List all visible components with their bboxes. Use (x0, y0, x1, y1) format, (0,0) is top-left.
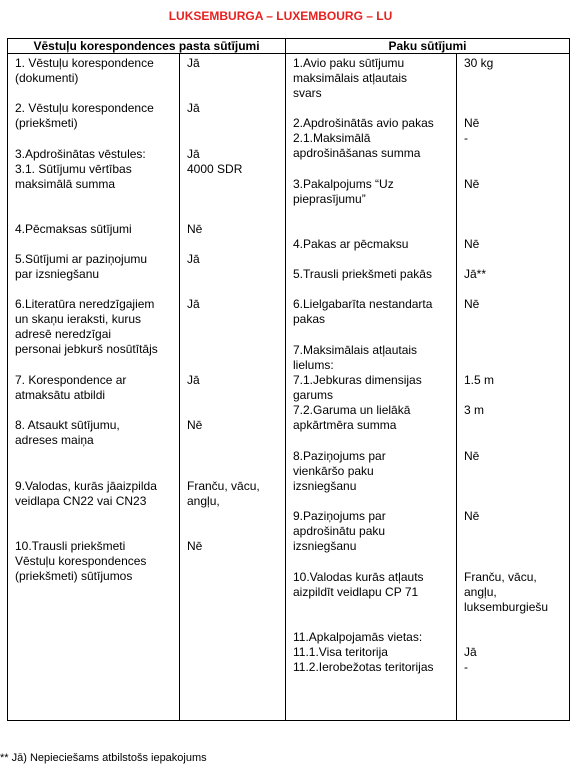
parcel-item-value-line (464, 630, 477, 645)
letter-item-label-6 (15, 297, 158, 357)
letter-label-column (8, 54, 180, 721)
letter-item-value-line: 4000 SDR (187, 162, 243, 176)
parcel-item-label-line: apdrošināšanas summa (293, 146, 421, 160)
parcel-item-label-line: 6.Lielgabarīta nestandarta (293, 297, 433, 311)
parcel-item-value-6 (464, 297, 479, 312)
parcel-item-label-line: pieprasījumu” (293, 192, 366, 206)
parcel-item-label-line: 1.Avio paku sūtījumu (293, 56, 405, 70)
parcel-item-label-line: 3.Pakalpojums “Uz (293, 177, 394, 191)
parcel-item-label-line: izsniegšanu (293, 479, 357, 493)
parcel-item-label-line: 11.Apkalpojamās vietas: (293, 630, 423, 644)
parcel-item-label-line: vienkāršo paku (293, 464, 374, 478)
parcel-item-value-line: - (464, 131, 468, 145)
parcel-item-value-line: Nē (464, 297, 480, 311)
letter-item-label-8 (15, 418, 120, 448)
letter-item-value-line: angļu, (187, 494, 220, 508)
parcel-item-label-4 (293, 237, 408, 252)
parcel-item-label-7 (293, 343, 422, 433)
parcel-item-value-line: Nē (464, 177, 480, 191)
parcel-item-label-line: aizpildīt veidlapu CP 71 (293, 585, 419, 599)
parcel-item-label-line: apdrošinātu paku (293, 524, 386, 538)
parcel-item-label-line: 10.Valodas kurās atļauts (293, 570, 424, 584)
parcel-item-label-2 (293, 116, 434, 161)
parcel-item-value-line: 30 kg (464, 56, 494, 70)
parcel-item-label-line: 2.1.Maksimālā (293, 131, 371, 145)
parcel-label-column (286, 54, 457, 721)
letter-item-label-line: 3.Apdrošinātas vēstules: (15, 147, 146, 161)
letter-item-label-line: 5.Sūtījumi ar paziņojumu (15, 252, 148, 266)
letter-item-value-line: Nē (187, 418, 203, 432)
parcel-item-value-1 (464, 56, 493, 71)
letter-item-value-line: Jā (187, 147, 200, 161)
services-table (7, 38, 570, 721)
letter-item-label-line: 1. Vēstuļu korespondence (15, 56, 154, 70)
letter-item-value-line: Jā (187, 252, 200, 266)
parcel-item-value-line: Franču, vācu, (464, 570, 537, 584)
parcel-item-label-6 (293, 297, 432, 327)
letter-item-label-line: adreses maiņa (15, 433, 94, 447)
letter-item-value-9 (187, 479, 260, 509)
parcel-item-value-line: Nē (464, 509, 480, 523)
parcel-item-label-line: apkārtmēra summa (293, 418, 397, 432)
letter-item-label-3 (15, 147, 146, 192)
letter-item-value-5 (187, 252, 200, 267)
parcel-item-value-line (464, 388, 494, 403)
parcel-item-value-4 (464, 237, 479, 252)
parcel-item-value-line: 3 m (464, 403, 485, 417)
parcel-item-label-line: 2.Apdrošinātās avio pakas (293, 116, 434, 130)
parcel-item-value-line: luksemburgiešu (464, 600, 549, 614)
parcel-item-label-11 (293, 630, 434, 675)
parcel-item-value-line (464, 343, 494, 358)
letter-item-label-line: atmaksātu atbildi (15, 388, 106, 402)
letter-item-value-line: Jā (187, 297, 200, 311)
letter-item-label-1 (15, 56, 154, 86)
letter-item-label-line: (dokumenti) (15, 71, 79, 85)
parcel-item-label-5 (293, 267, 432, 282)
letter-item-label-line: par izsniegšanu (15, 267, 100, 281)
parcel-item-label-8 (293, 449, 386, 494)
letter-item-label-9 (15, 479, 157, 509)
letter-header: Vēstuļu korespondences pasta sūtījumi (8, 39, 286, 54)
footnote: ** Jā) Nepieciešams atbilstošs iepakojums (0, 752, 207, 764)
parcel-item-label-line: 11.2.Ierobežotas teritorijas (293, 660, 434, 674)
parcel-item-label-line: izsniegšanu (293, 539, 357, 553)
letter-item-label-line: 6.Literatūra neredzīgajiem (15, 297, 155, 311)
parcel-item-value-line: Jā (464, 645, 477, 659)
content-row (8, 54, 570, 721)
letter-item-label-line: 7. Korespondence ar (15, 373, 127, 387)
parcel-item-value-line: Nē (464, 449, 480, 463)
letter-value-column (180, 54, 286, 721)
letter-item-value-line: Nē (187, 222, 203, 236)
parcel-item-label-line: 8.Paziņojums par (293, 449, 386, 463)
letter-item-label-10 (15, 539, 146, 584)
parcel-item-label-line: 11.1.Visa teritorija (293, 645, 388, 659)
parcel-header: Paku sūtījumi (286, 39, 570, 54)
parcel-item-value-11 (464, 630, 477, 675)
letter-item-value-line: Nē (187, 539, 203, 553)
letter-item-label-line: veidlapa CN22 vai CN23 (15, 494, 147, 508)
parcel-item-value-3 (464, 177, 479, 192)
parcel-item-value-2 (464, 116, 479, 146)
letter-item-label-line: 8. Atsaukt sūtījumu, (15, 418, 120, 432)
parcel-item-label-line: 7.Maksimālais atļautais (293, 343, 418, 357)
letter-item-value-8 (187, 418, 202, 433)
parcel-item-value-line (464, 358, 494, 373)
header-row (8, 39, 570, 54)
parcel-item-value-7 (464, 343, 494, 418)
letter-item-label-line: 4.Pēcmaksas sūtījumi (15, 222, 132, 236)
letter-item-label-line: 2. Vēstuļu korespondence (15, 101, 154, 115)
letter-item-label-line: 3.1. Sūtījumu vērtības (15, 162, 132, 176)
parcel-item-value-line: Nē (464, 237, 480, 251)
letter-item-value-6 (187, 297, 200, 312)
parcel-item-value-5 (464, 267, 486, 282)
parcel-item-label-line: garums (293, 388, 334, 402)
parcel-item-label-1 (293, 56, 407, 101)
parcel-item-value-9 (464, 509, 479, 524)
parcel-item-value-10 (464, 570, 548, 615)
letter-item-value-line: Jā (187, 101, 200, 115)
parcel-item-label-line: 9.Paziņojums par (293, 509, 386, 523)
letter-item-label-line: maksimālā summa (15, 177, 116, 191)
letter-item-label-line: personai jebkurš nosūtītājs (15, 342, 158, 356)
parcel-item-value-8 (464, 449, 479, 464)
letter-item-label-line: 10.Trausli priekšmeti (15, 539, 126, 553)
letter-item-value-1 (187, 56, 200, 71)
letter-item-label-line: 9.Valodas, kurās jāaizpilda (15, 479, 157, 493)
letter-item-value-7 (187, 373, 200, 388)
parcel-item-value-line: Jā** (464, 267, 487, 281)
parcel-item-label-line: pakas (293, 312, 326, 326)
letter-item-label-7 (15, 373, 126, 403)
letter-item-label-line: (priekšmeti) (15, 116, 78, 130)
letter-item-value-line: Jā (187, 373, 200, 387)
parcel-item-label-line: 5.Trausli priekšmeti pakās (293, 267, 432, 281)
letter-item-label-line: (priekšmeti) sūtījumos (15, 569, 133, 583)
letter-item-label-5 (15, 252, 147, 282)
letter-item-label-line: Vēstuļu korespondences (15, 554, 147, 568)
letter-item-label-4 (15, 222, 132, 237)
letter-item-value-10 (187, 539, 202, 554)
parcel-item-label-10 (293, 570, 424, 600)
letter-item-value-line: Franču, vācu, (187, 479, 260, 493)
letter-item-value-2 (187, 101, 200, 116)
parcel-item-label-3 (293, 177, 394, 207)
parcel-item-value-line: angļu, (464, 585, 497, 599)
parcel-item-label-line: maksimālais atļautais (293, 71, 408, 85)
letter-item-value-line: Jā (187, 56, 200, 70)
parcel-item-value-line: 1.5 m (464, 373, 495, 387)
parcel-item-value-line: - (464, 660, 468, 674)
parcel-item-label-line: lielums: (293, 358, 334, 372)
letter-item-label-line: adresē neredzīgai (15, 327, 112, 341)
parcel-item-label-line: 4.Pakas ar pēcmaksu (293, 237, 409, 251)
parcel-item-label-line: 7.2.Garuma un lielākā (293, 403, 411, 417)
page-title: LUKSEMBURGA – LUXEMBOURG – LU (168, 9, 393, 23)
letter-item-value-4 (187, 222, 202, 237)
parcel-item-value-line: Nē (464, 116, 480, 130)
letter-item-label-2 (15, 101, 154, 131)
parcel-value-column (457, 54, 570, 721)
parcel-item-label-9 (293, 509, 386, 554)
letter-item-label-line: un skaņu ieraksti, kurus (15, 312, 142, 326)
parcel-item-label-line: 7.1.Jebkuras dimensijas (293, 373, 422, 387)
parcel-item-label-line: svars (293, 86, 322, 100)
letter-item-value-3 (187, 147, 242, 177)
